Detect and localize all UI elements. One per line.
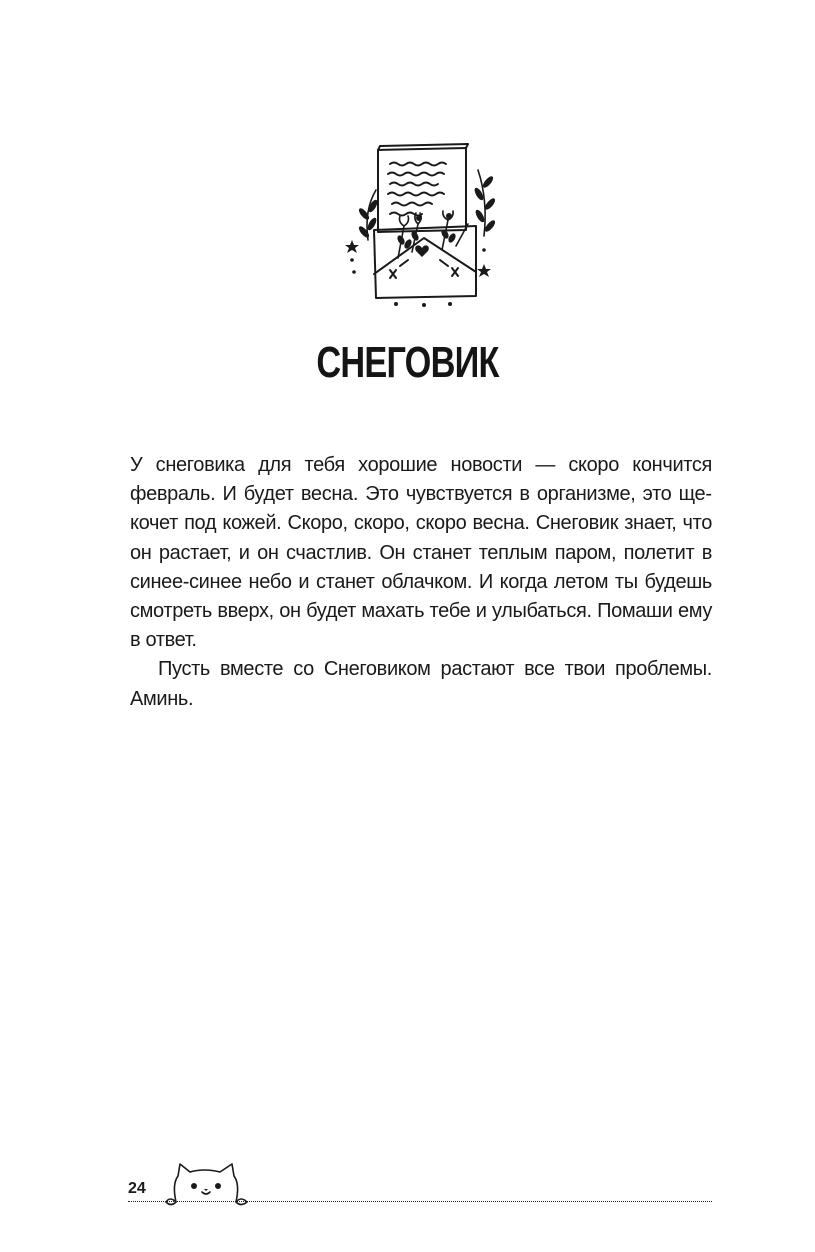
chapter-title: СНЕГОВИК [316,338,499,387]
paragraph: Пусть вместе со Снеговиком растают все твои проблемы. Аминь. [130,658,712,710]
paragraph: У снеговика для тебя хорошие новости — скоро кончится февраль. И будет весна. Это чувствуется в организме, это щекочет под кожей. Скоро, скоро, скоро весна. Снеговик знает, что он растает, и он счастлив. Он станет теплым паром, полетит в синее-синее небо и станет облачком. И когда летом ты будешь смотреть вверх, он будет махать тебе и улыбаться. Помаши ему в ответ. [130,454,712,652]
page-number: 24 [128,1180,146,1197]
cat-peeking-icon [158,1158,258,1210]
letter-envelope-icon [338,140,498,315]
footer-divider [128,1201,712,1202]
body-text [130,451,712,714]
page-footer [128,1158,712,1218]
